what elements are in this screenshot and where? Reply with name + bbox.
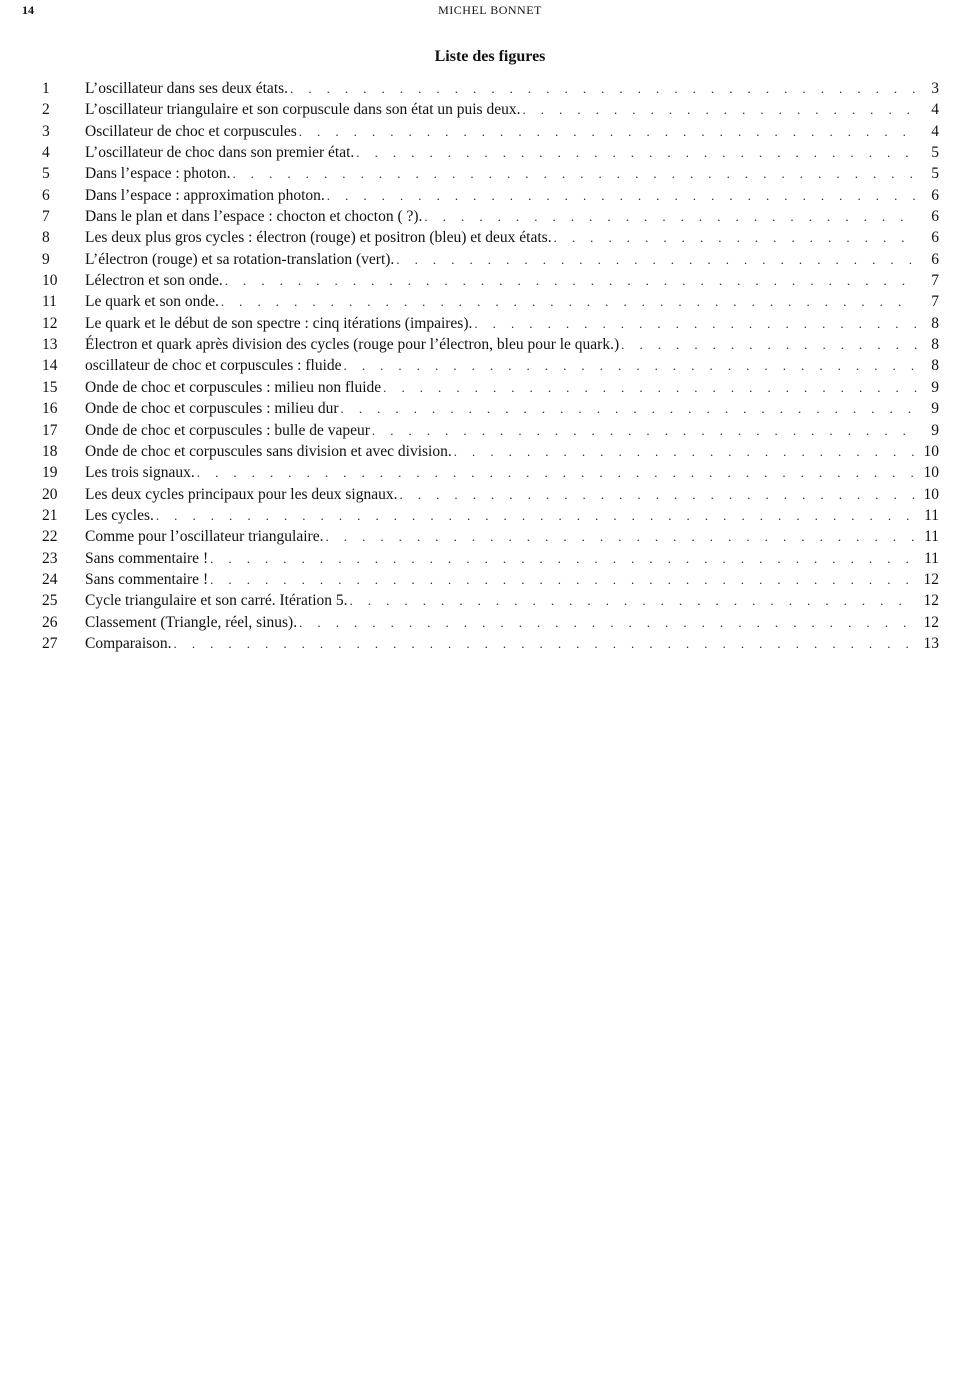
figure-entry[interactable] [42, 526, 939, 547]
dot-leader [344, 355, 917, 376]
figure-caption: Le quark et son onde. [85, 293, 219, 311]
figure-entry[interactable] [42, 462, 939, 483]
dot-leader [341, 398, 917, 419]
figure-caption: Onde de choc et corpuscules : bulle de vapeur [85, 421, 370, 439]
figure-entry[interactable] [42, 441, 939, 462]
figure-caption: Les deux cycles principaux pour les deux signaux. [85, 485, 398, 503]
figure-number: 1 [42, 80, 50, 97]
figure-number: 8 [42, 229, 50, 247]
figure-caption: L’électron (rouge) et sa rotation-translation (vert). [85, 250, 395, 268]
figure-entry[interactable] [42, 249, 939, 270]
running-head: MICHEL BONNET [438, 3, 542, 17]
figure-caption: Sans commentaire ! [85, 570, 209, 588]
figure-caption: Oscillateur de choc et corpuscules [85, 122, 297, 140]
figure-caption: Lélectron et son onde. [85, 272, 223, 290]
dot-leader [383, 377, 917, 398]
figure-number: 23 [42, 549, 58, 567]
figure-number: 25 [42, 592, 58, 610]
figure-number: 26 [42, 613, 58, 631]
dot-leader [221, 291, 917, 312]
dot-leader [327, 185, 917, 206]
figure-number: 5 [42, 165, 50, 183]
figure-page-number: 13 [923, 634, 939, 652]
figure-page-number: 6 [931, 229, 939, 247]
figure-page-number: 5 [931, 144, 939, 162]
figure-number: 2 [42, 101, 50, 119]
figure-entry[interactable] [42, 270, 939, 291]
figure-entry[interactable] [42, 334, 939, 355]
figure-page-number: 5 [931, 165, 939, 183]
figure-caption: L’oscillateur dans ses deux états. [85, 80, 289, 97]
dot-leader [210, 548, 917, 569]
figure-entry[interactable] [42, 163, 939, 184]
figure-entry[interactable] [42, 505, 939, 526]
figure-page-number: 6 [931, 186, 939, 204]
figure-page-number: 11 [924, 528, 939, 546]
figure-number: 9 [42, 250, 50, 268]
figure-entry[interactable] [42, 484, 939, 505]
figure-entry[interactable] [42, 121, 939, 142]
figure-page-number: 6 [931, 208, 939, 226]
list-title: Liste des figures [434, 48, 546, 65]
figure-number: 10 [42, 272, 58, 290]
figure-caption: Onde de choc et corpuscules : milieu non fluide [85, 378, 382, 396]
figure-page-number: 4 [931, 101, 939, 119]
dot-leader [522, 99, 917, 120]
figure-page-number: 3 [931, 80, 939, 97]
figure-caption: Sans commentaire ! [85, 549, 209, 567]
figure-caption: Dans le plan et dans l’espace : chocton et chocton ( ?). [85, 208, 423, 226]
figure-caption: Dans l’espace : approximation photon. [85, 186, 325, 204]
dot-leader [225, 270, 917, 291]
figure-entry[interactable] [42, 398, 939, 419]
figure-entry[interactable] [42, 291, 939, 312]
dot-leader [197, 462, 917, 483]
figure-entry[interactable] [42, 548, 939, 569]
figure-page-number: 12 [923, 570, 939, 588]
figure-entry[interactable] [42, 633, 939, 654]
figure-page-number: 10 [923, 442, 939, 460]
figure-caption: Onde de choc et corpuscules sans division et avec division. [85, 442, 452, 460]
figure-number: 18 [42, 442, 58, 460]
figure-entry[interactable] [42, 185, 939, 206]
figure-number: 13 [42, 336, 58, 354]
figure-entry[interactable] [42, 313, 939, 334]
figure-number: 17 [42, 421, 58, 439]
list-of-figures [42, 78, 939, 654]
figure-number: 11 [42, 293, 57, 311]
figure-page-number: 12 [923, 613, 939, 631]
figure-page-number: 8 [931, 314, 939, 332]
figure-caption: L’oscillateur de choc dans son premier état. [85, 144, 355, 162]
dot-leader [233, 163, 918, 184]
figure-page-number: 6 [931, 250, 939, 268]
figure-caption: Les deux plus gros cycles : électron (rouge) et positron (bleu) et deux états. [85, 229, 552, 247]
figure-number: 3 [42, 122, 50, 140]
figure-number: 7 [42, 208, 50, 226]
dot-leader [299, 612, 917, 633]
figure-caption: Le quark et le début de son spectre : cinq itérations (impaires). [85, 314, 473, 332]
figure-entry[interactable] [42, 420, 939, 441]
figure-entry[interactable] [42, 612, 939, 633]
dot-leader [299, 121, 917, 142]
figure-caption: oscillateur de choc et corpuscules : fluide [85, 357, 342, 375]
figure-number: 16 [42, 400, 58, 418]
figure-page-number: 9 [931, 400, 939, 418]
figure-number: 15 [42, 378, 58, 396]
dot-leader [156, 505, 917, 526]
figure-entry[interactable] [42, 569, 939, 590]
figure-number: 4 [42, 144, 50, 162]
figure-caption: Dans l’espace : photon. [85, 165, 231, 183]
figure-caption: Classement (Triangle, réel, sinus). [85, 613, 298, 631]
figure-caption: Comparaison. [85, 634, 172, 652]
figure-number: 20 [42, 485, 58, 503]
figure-number: 14 [42, 357, 58, 375]
figure-page-number: 4 [931, 122, 939, 140]
dot-leader [396, 249, 917, 270]
figure-number: 24 [42, 570, 58, 588]
dot-leader [400, 484, 918, 505]
dot-leader [350, 590, 917, 611]
figure-caption: Comme pour l’oscillateur triangulaire. [85, 528, 324, 546]
dot-leader [474, 313, 917, 334]
figure-entry[interactable] [42, 355, 939, 376]
dot-leader [356, 142, 917, 163]
figure-page-number: 11 [924, 549, 939, 567]
figure-number: 21 [42, 506, 58, 524]
figure-entry[interactable] [42, 142, 939, 163]
figure-entry[interactable] [42, 206, 939, 227]
figure-number: 27 [42, 634, 58, 652]
figure-caption: L’oscillateur triangulaire et son corpuscule dans son état un puis deux. [85, 101, 521, 119]
figure-page-number: 9 [931, 421, 939, 439]
dot-leader [372, 420, 917, 441]
figure-entry[interactable] [42, 78, 939, 99]
figure-entry[interactable] [42, 227, 939, 248]
figure-page-number: 9 [931, 378, 939, 396]
figure-caption: Onde de choc et corpuscules : milieu dur [85, 400, 339, 418]
figure-caption: Électron et quark après division des cycles (rouge pour l’électron, bleu pour le quark.) [85, 336, 620, 354]
figure-caption: Les cycles. [85, 506, 154, 524]
figure-page-number: 12 [923, 592, 939, 610]
figure-number: 6 [42, 186, 50, 204]
figure-page-number: 10 [923, 464, 939, 482]
dot-leader [424, 206, 917, 227]
figure-number: 19 [42, 464, 58, 482]
figure-page-number: 8 [931, 336, 939, 354]
dot-leader [174, 633, 917, 654]
figure-entry[interactable] [42, 590, 939, 611]
dot-leader [554, 227, 917, 248]
dot-leader [290, 78, 917, 99]
dot-leader [621, 334, 917, 355]
figure-caption: Cycle triangulaire et son carré. Itération 5. [85, 592, 348, 610]
figure-page-number: 11 [924, 506, 939, 524]
figure-number: 12 [42, 314, 58, 332]
figure-page-number: 7 [931, 293, 939, 311]
figure-page-number: 10 [923, 485, 939, 503]
figure-number: 22 [42, 528, 58, 546]
dot-leader [325, 526, 917, 547]
dot-leader [210, 569, 917, 590]
figure-entry[interactable] [42, 99, 939, 120]
page-number: 14 [22, 3, 34, 17]
figure-entry[interactable] [42, 377, 939, 398]
figure-page-number: 8 [931, 357, 939, 375]
figure-page-number: 7 [931, 272, 939, 290]
dot-leader [454, 441, 917, 462]
figure-caption: Les trois signaux. [85, 464, 195, 482]
